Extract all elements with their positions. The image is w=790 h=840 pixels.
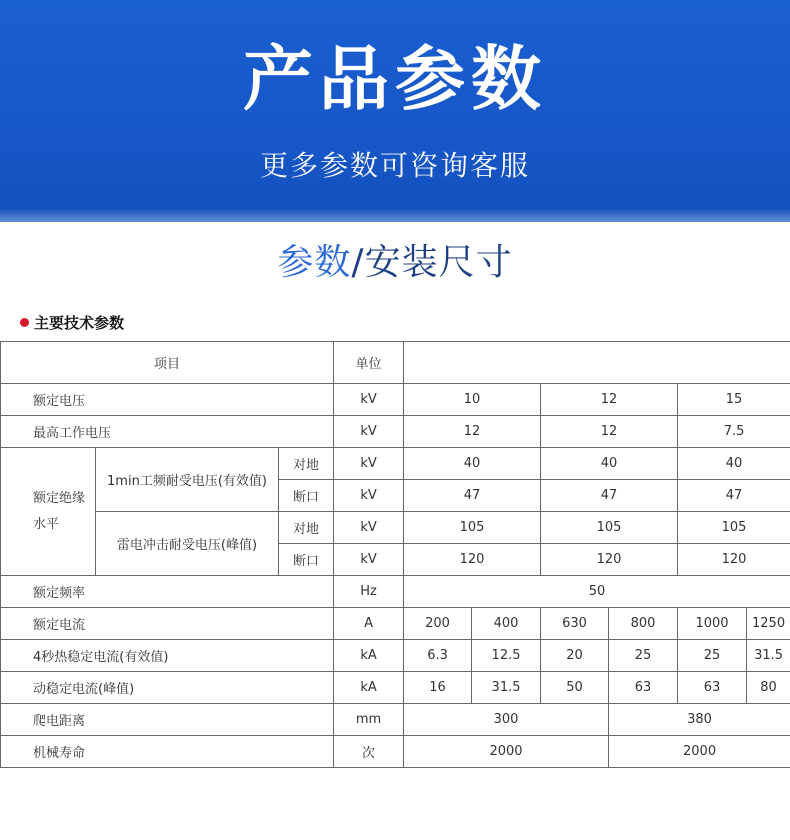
value-cell: 50	[541, 672, 609, 704]
header-item-cell: 项目	[1, 342, 334, 384]
value-cell: 800	[609, 608, 678, 640]
value-cell: 105	[678, 512, 790, 544]
value-cell: 1250	[747, 608, 790, 640]
value-cell: 25	[609, 640, 678, 672]
to-ground-label: 对地	[279, 448, 334, 480]
spec-table	[0, 341, 790, 768]
value-cell: 47	[404, 480, 541, 512]
table-row	[1, 416, 790, 448]
table-row	[1, 448, 790, 480]
header-unit-cell: 单位	[334, 342, 404, 384]
row-label: 额定电流	[1, 608, 334, 640]
value-cell: 16	[404, 672, 472, 704]
banner-title: 产品参数	[243, 38, 547, 120]
row-unit: kV	[334, 512, 404, 544]
value-cell: 120	[404, 544, 541, 576]
table-row	[1, 576, 790, 608]
row-label: 额定频率	[1, 576, 334, 608]
value-cell: 380	[609, 704, 790, 736]
value-cell: 120	[678, 544, 790, 576]
insulation-label: 额定绝缘水平	[1, 448, 96, 576]
row-unit: kV	[334, 416, 404, 448]
row-unit: kA	[334, 640, 404, 672]
value-cell: 12.5	[472, 640, 541, 672]
value-cell: 6.3	[404, 640, 472, 672]
value-cell: 400	[472, 608, 541, 640]
value-cell: 40	[404, 448, 541, 480]
value-cell: 7.5	[678, 416, 790, 448]
value-cell: 63	[609, 672, 678, 704]
value-cell: 63	[678, 672, 747, 704]
to-ground-label: 对地	[279, 512, 334, 544]
banner-subtitle: 更多参数可咨询客服	[259, 149, 530, 182]
section-title-separator: /	[351, 242, 365, 283]
power-freq-label: 1min工频耐受电压(有效值)	[96, 448, 279, 512]
row-label: 最高工作电压	[1, 416, 334, 448]
value-cell: 25	[678, 640, 747, 672]
section-title	[0, 240, 790, 286]
row-unit: mm	[334, 704, 404, 736]
row-unit: kV	[334, 480, 404, 512]
table-row	[1, 672, 790, 704]
row-label: 4秒热稳定电流(有效值)	[1, 640, 334, 672]
header-banner	[0, 0, 790, 222]
header-value-cell	[404, 342, 790, 384]
value-cell: 31.5	[747, 640, 790, 672]
table-row	[1, 608, 790, 640]
row-label: 动稳定电流(峰值)	[1, 672, 334, 704]
value-cell: 80	[747, 672, 790, 704]
spec-heading	[20, 311, 124, 333]
row-unit: Hz	[334, 576, 404, 608]
open-gap-label: 断口	[279, 544, 334, 576]
value-cell: 31.5	[472, 672, 541, 704]
bullet-dot-icon	[20, 318, 29, 327]
value-cell: 12	[541, 384, 678, 416]
open-gap-label: 断口	[279, 480, 334, 512]
row-label: 机械寿命	[1, 736, 334, 768]
value-cell: 105	[404, 512, 541, 544]
value-cell: 47	[678, 480, 790, 512]
value-cell: 300	[404, 704, 609, 736]
row-label: 额定电压	[1, 384, 334, 416]
section-title-install-size: 安装尺寸	[364, 242, 513, 283]
row-unit: 次	[334, 736, 404, 768]
row-unit: kV	[334, 448, 404, 480]
row-label: 爬电距离	[1, 704, 334, 736]
value-cell: 105	[541, 512, 678, 544]
value-cell: 47	[541, 480, 678, 512]
value-cell: 20	[541, 640, 609, 672]
value-cell: 120	[541, 544, 678, 576]
value-cell: 12	[404, 416, 541, 448]
row-unit: kV	[334, 544, 404, 576]
value-cell: 15	[678, 384, 790, 416]
row-unit: kV	[334, 384, 404, 416]
spec-heading-label: 主要技术参数	[34, 313, 125, 332]
impulse-label: 雷电冲击耐受电压(峰值)	[96, 512, 279, 576]
value-cell: 50	[404, 576, 790, 608]
value-cell: 2000	[609, 736, 790, 768]
row-unit: A	[334, 608, 404, 640]
table-header-row	[1, 342, 790, 384]
value-cell: 2000	[404, 736, 609, 768]
value-cell: 12	[541, 416, 678, 448]
value-cell: 40	[541, 448, 678, 480]
section-title-params: 参数	[277, 242, 352, 283]
value-cell: 630	[541, 608, 609, 640]
value-cell: 1000	[678, 608, 747, 640]
row-unit: kA	[334, 672, 404, 704]
value-cell: 200	[404, 608, 472, 640]
table-row	[1, 704, 790, 736]
value-cell: 40	[678, 448, 790, 480]
table-row	[1, 736, 790, 768]
table-row	[1, 640, 790, 672]
table-row	[1, 512, 790, 544]
table-row	[1, 384, 790, 416]
value-cell: 10	[404, 384, 541, 416]
